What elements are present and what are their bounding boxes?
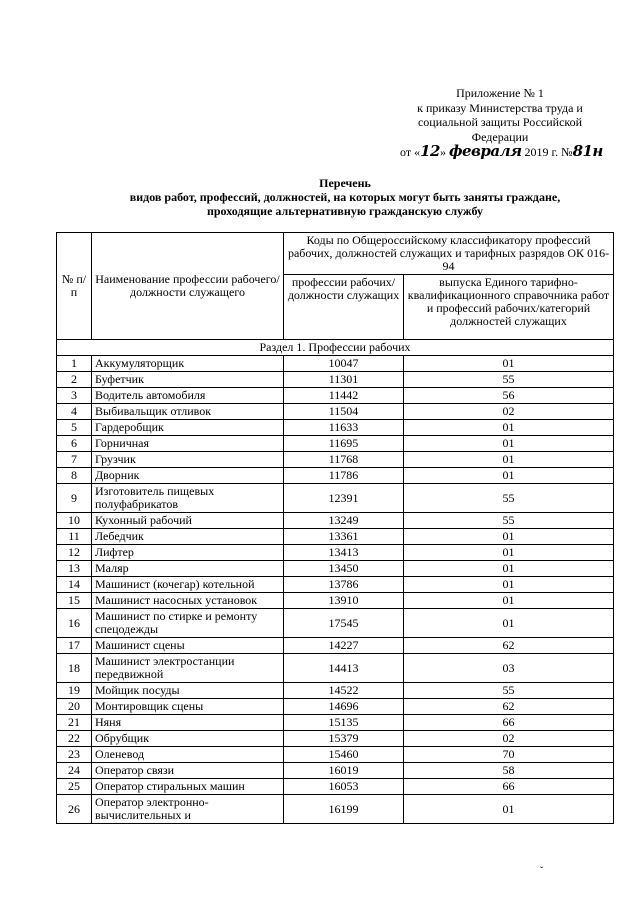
row-tariff: 01 [404,577,614,593]
row-num: 15 [57,593,92,609]
table-row [57,513,614,529]
row-tariff: 01 [404,593,614,609]
row-tariff: 02 [404,731,614,747]
table-row [57,699,614,715]
order-date-line [400,142,603,160]
row-num: 8 [57,468,92,484]
row-tariff: 01 [404,452,614,468]
row-name: Горничная [92,436,284,452]
table-row [57,529,614,545]
row-tariff: 55 [404,484,614,513]
row-num: 3 [57,388,92,404]
title-line-2: видов работ, профессий, должностей, на которых могут быть заняты граждане, [129,190,561,204]
table-row [57,654,614,683]
row-num: 13 [57,561,92,577]
row-name: Изготовитель пищевых полуфабрикатов [92,484,284,513]
row-tariff: 01 [404,529,614,545]
table-row [57,609,614,638]
row-code: 11442 [284,388,404,404]
row-tariff: 56 [404,388,614,404]
table-row [57,747,614,763]
row-code: 16019 [284,763,404,779]
appendix-block [400,86,603,160]
row-num: 22 [57,731,92,747]
row-name: Оператор связи [92,763,284,779]
row-tariff: 66 [404,779,614,795]
row-name: Кухонный рабочий [92,513,284,529]
table-row [57,795,614,824]
row-name: Оператор электронно-вычислительных и [92,795,284,824]
row-code: 13910 [284,593,404,609]
row-code: 16053 [284,779,404,795]
row-tariff: 01 [404,545,614,561]
row-name: Мойщик посуды [92,683,284,699]
handwritten-month: февраля [448,142,522,160]
row-num: 21 [57,715,92,731]
row-name: Монтировщик сцены [92,699,284,715]
date-mid: » [439,145,449,159]
row-num: 10 [57,513,92,529]
row-code: 12391 [284,484,404,513]
row-code: 11768 [284,452,404,468]
row-name: Машинист насосных установок [92,593,284,609]
row-code: 13786 [284,577,404,593]
table-row [57,683,614,699]
appendix-line-1: Приложение № 1 [456,86,544,100]
row-num: 6 [57,436,92,452]
row-tariff: 01 [404,468,614,484]
table-row [57,593,614,609]
row-num: 18 [57,654,92,683]
row-name: Оператор стиральных машин [92,779,284,795]
appendix-line-3: социальной защиты Российской [417,115,583,129]
row-name: Аккумуляторщик [92,356,284,372]
row-code: 17545 [284,609,404,638]
row-tariff: 55 [404,683,614,699]
row-name: Лифтер [92,545,284,561]
row-code: 11786 [284,468,404,484]
professions-table [56,232,614,824]
row-tariff: 62 [404,699,614,715]
row-code: 11301 [284,372,404,388]
row-tariff: 55 [404,372,614,388]
row-num: 5 [57,420,92,436]
row-code: 13361 [284,529,404,545]
row-num: 19 [57,683,92,699]
row-num: 1 [57,356,92,372]
title-line-3: проходящие альтернативную гражданскую службу [206,204,484,218]
header-name: Наименование профессии рабочего/должности служащего [92,233,284,340]
row-code: 14696 [284,699,404,715]
row-name: Обрубщик [92,731,284,747]
row-code: 15135 [284,715,404,731]
row-name: Оленевод [92,747,284,763]
row-tariff: 02 [404,404,614,420]
table-row [57,356,614,372]
row-code: 13450 [284,561,404,577]
row-code: 11695 [284,436,404,452]
row-code: 15460 [284,747,404,763]
row-num: 16 [57,609,92,638]
row-name: Выбивальщик отливок [92,404,284,420]
section-row [57,340,614,356]
row-num: 9 [57,484,92,513]
row-code: 10047 [284,356,404,372]
row-code: 11633 [284,420,404,436]
row-num: 24 [57,763,92,779]
row-code: 15379 [284,731,404,747]
handwritten-order-number: 81н [572,142,603,160]
handwritten-day: 12 [420,142,440,160]
table-row [57,436,614,452]
table-row [57,731,614,747]
year-text: 2019 г. № [521,145,573,159]
footer-mark: ˇ [540,866,544,877]
row-code: 14413 [284,654,404,683]
row-tariff: 01 [404,356,614,372]
row-tariff: 01 [404,609,614,638]
row-name: Дворник [92,468,284,484]
row-num: 4 [57,404,92,420]
row-num: 7 [57,452,92,468]
row-code: 16199 [284,795,404,824]
document-title [60,176,630,218]
table-row [57,404,614,420]
row-tariff: 62 [404,638,614,654]
section-title: Раздел 1. Профессии рабочих [57,340,614,356]
row-num: 23 [57,747,92,763]
row-name: Буфетчик [92,372,284,388]
row-num: 20 [57,699,92,715]
appendix-line-2: к приказу Министерства труда и [417,100,583,115]
row-tariff: 01 [404,420,614,436]
row-code: 13413 [284,545,404,561]
row-code: 14227 [284,638,404,654]
table-row [57,779,614,795]
row-num: 26 [57,795,92,824]
row-name: Гардеробщик [92,420,284,436]
row-name: Машинист по стирке и ремонту спецодежды [92,609,284,638]
row-name: Водитель автомобиля [92,388,284,404]
row-num: 25 [57,779,92,795]
table-row [57,388,614,404]
header-codes: Коды по Общероссийскому классификатору профессий рабочих, должностей служащих и тарифных разрядов ОК 016-94 [284,233,614,275]
table-row [57,545,614,561]
date-prefix: от « [400,145,421,159]
row-tariff: 03 [404,654,614,683]
row-tariff: 01 [404,795,614,824]
table-row [57,372,614,388]
title-line-1: Перечень [319,176,371,190]
row-tariff: 58 [404,763,614,779]
header-tariff-col: выпуска Единого тарифно-квалификационного справочника работ и профессий рабочих/категорий должностей служащих [404,275,614,340]
row-name: Няня [92,715,284,731]
row-num: 12 [57,545,92,561]
row-name: Маляр [92,561,284,577]
row-name: Машинист (кочегар) котельной [92,577,284,593]
row-tariff: 55 [404,513,614,529]
row-num: 2 [57,372,92,388]
row-code: 13249 [284,513,404,529]
row-tariff: 01 [404,561,614,577]
row-code: 11504 [284,404,404,420]
row-name: Лебедчик [92,529,284,545]
row-num: 17 [57,638,92,654]
table-row [57,763,614,779]
row-name: Машинист сцены [92,638,284,654]
table-row [57,420,614,436]
row-num: 11 [57,529,92,545]
header-num: № п/п [57,233,92,340]
row-code: 14522 [284,683,404,699]
row-name: Грузчик [92,452,284,468]
table-row [57,484,614,513]
header-code-col: профессии рабочих/должности служащих [284,275,404,340]
table-row [57,577,614,593]
row-num: 14 [57,577,92,593]
table-row [57,638,614,654]
appendix-line-4: Федерации [471,129,529,144]
table-row [57,561,614,577]
row-name: Машинист электростанции передвижной [92,654,284,683]
table-row [57,452,614,468]
table-row [57,468,614,484]
row-tariff: 70 [404,747,614,763]
header-row-1 [57,233,614,275]
table-row [57,715,614,731]
row-tariff: 01 [404,436,614,452]
row-tariff: 66 [404,715,614,731]
